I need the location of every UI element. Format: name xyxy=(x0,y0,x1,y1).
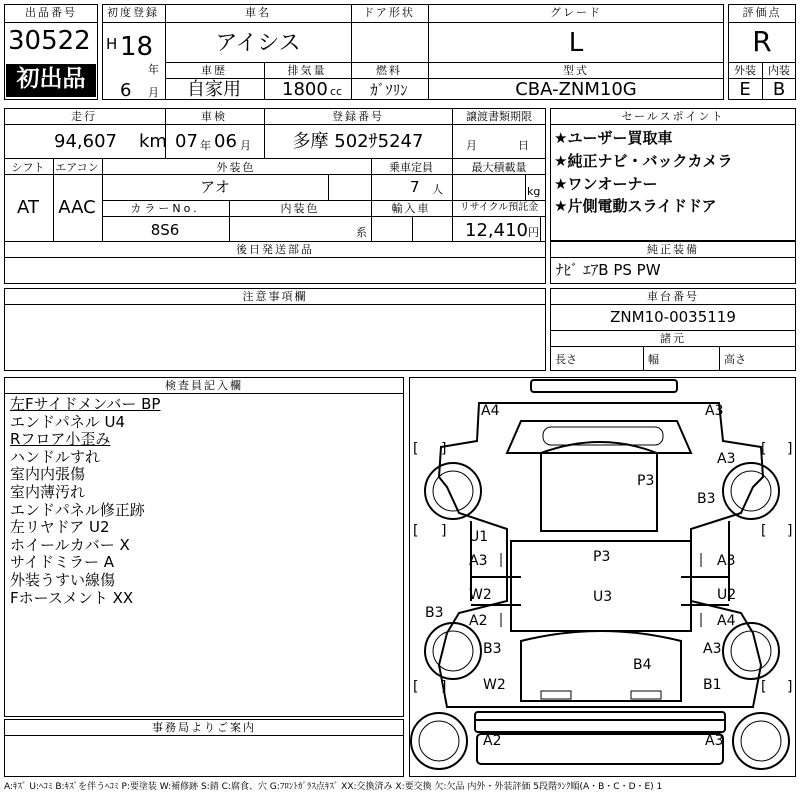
equipment-label: 純正装備 xyxy=(647,243,699,256)
divider xyxy=(4,22,98,23)
inspector-note: エンドパネル修正跡 xyxy=(10,500,145,519)
legend: A:ｷｽﾞ U:ﾍｺﾐ B:ｷｽﾞを伴うﾍｺﾐ P:要塗装 W:補修跡 S:錆 C:腐食、穴 G:ﾌﾛﾝﾄｶﾞﾗｽ点ｷｽﾞ XX:交換済み X:要交換 欠:欠品 内外・外装評価 5段階ﾗﾝｸ順(A・B・C・D・E) 1 xyxy=(4,782,663,792)
inspector-label: 検査員記入欄 xyxy=(165,379,243,392)
inspector-note: 外装うすい線傷 xyxy=(10,570,116,589)
damage-mark: A2 xyxy=(469,613,488,629)
damage-mark: U1 xyxy=(469,529,489,545)
damage-mark: A4 xyxy=(717,613,736,629)
capacity-value: 7 xyxy=(410,178,420,196)
front-bumper xyxy=(531,380,677,392)
inspector-note: サイドミラー A xyxy=(10,553,114,572)
chassis-label: 車台番号 xyxy=(647,290,699,303)
height-label: 高さ xyxy=(724,353,746,366)
inspection-label: 車検 xyxy=(201,110,227,123)
capacity-label: 乗車定員 xyxy=(389,161,433,174)
inspector-note: Rフロア小歪み xyxy=(10,430,111,449)
history-value: 自家用 xyxy=(187,79,241,100)
transfer-label: 譲渡書類期限 xyxy=(466,110,532,123)
damage-mark: P3 xyxy=(593,549,611,565)
mileage-value: 94,607 xyxy=(54,131,117,152)
bracket: ] xyxy=(787,679,793,695)
mileage-unit: km xyxy=(139,131,167,152)
color-no-label: カラーNo. xyxy=(130,202,200,215)
tailgate xyxy=(477,734,723,764)
bracket: ] xyxy=(441,523,447,539)
score-value: R xyxy=(752,25,772,58)
damage-mark: P3 xyxy=(637,473,655,489)
office-label: 事務局よりご案内 xyxy=(152,721,256,734)
damage-mark: W2 xyxy=(469,587,492,603)
damage-mark: B3 xyxy=(697,491,716,507)
plate-value: 多摩 502ｻ5247 xyxy=(292,131,424,152)
sales-points-label: セールスポイント xyxy=(621,110,725,123)
inspector-notes xyxy=(10,396,160,607)
damage-mark: A3 xyxy=(717,451,736,467)
exterior-grade: E xyxy=(739,79,751,100)
damage-mark: W2 xyxy=(483,677,506,693)
interior-label: 内装 xyxy=(768,64,790,77)
inspector-note: 左リヤドア U2 xyxy=(10,518,110,537)
damage-mark: A3 xyxy=(717,553,736,569)
bracket: [ xyxy=(413,523,419,539)
first-reg-month: 6 xyxy=(120,80,132,101)
equipment-value: ﾅﾋﾞ ｴｱB PS PW xyxy=(556,261,661,279)
interior-color-unit: 系 xyxy=(356,226,367,239)
displacement-value: 1800 xyxy=(282,79,328,100)
damage-mark: A2 xyxy=(483,733,502,749)
bracket: [ xyxy=(413,441,419,457)
door-label: ドア形状 xyxy=(363,6,415,19)
color-value: アオ xyxy=(200,178,230,196)
inspector-note: 室内内張傷 xyxy=(10,465,86,484)
rear-bumper xyxy=(475,712,725,732)
grade-value: L xyxy=(568,28,584,58)
shift-value: AT xyxy=(17,197,39,218)
exterior-label: 外装 xyxy=(734,64,756,77)
import-label: 輸入車 xyxy=(391,202,431,215)
inspection-year: 07 xyxy=(175,131,198,152)
mileage-label: 走行 xyxy=(71,110,97,123)
recycle-value: 12,410 xyxy=(465,220,528,241)
transfer-day-unit: 日 xyxy=(518,139,529,152)
capacity-unit: 人 xyxy=(432,183,443,196)
sales-point: ★ワンオーナー xyxy=(554,175,658,193)
plate-label: 登録番号 xyxy=(332,110,384,123)
load-unit: kg xyxy=(527,185,541,198)
bracket: ] xyxy=(441,679,447,695)
inspector-note: ハンドルすれ xyxy=(10,447,101,466)
month-unit: 月 xyxy=(148,86,159,99)
damage-mark: B3 xyxy=(483,641,502,657)
interior-grade: B xyxy=(772,79,786,100)
inspection-month: 06 xyxy=(214,131,237,152)
damage-mark: U3 xyxy=(593,589,613,605)
interior-color-label: 内装色 xyxy=(280,202,320,215)
ac-value: AAC xyxy=(58,197,96,218)
ac-label: エアコン xyxy=(55,161,99,174)
chassis-value: ZNM10-0035119 xyxy=(610,308,736,326)
model-label: 型式 xyxy=(563,64,589,77)
parts-label: 後日発送部品 xyxy=(236,243,314,256)
recycle-label: リサイクル預託金 xyxy=(459,202,539,213)
model-value: CBA-ZNM10G xyxy=(515,79,637,100)
bracket: ] xyxy=(441,441,447,457)
bracket: [ xyxy=(761,441,767,457)
car-diagram xyxy=(410,378,795,776)
color-no-value: 8S6 xyxy=(150,221,180,239)
damage-mark: B3 xyxy=(425,605,444,621)
bracket: ] xyxy=(787,523,793,539)
lot-number: 30522 xyxy=(8,26,91,56)
damage-mark: B1 xyxy=(703,677,722,693)
bracket: [ xyxy=(413,679,419,695)
sales-point: ★片側電動スライドドア xyxy=(554,197,717,215)
year-unit: 年 xyxy=(148,63,159,76)
car-name-label: 車名 xyxy=(245,6,271,19)
bracket: [ xyxy=(761,679,767,695)
shift-label: シフト xyxy=(11,161,45,174)
damage-mark: A3 xyxy=(469,553,488,569)
lot-number-label: 出品番号 xyxy=(25,6,77,19)
length-label: 長さ xyxy=(555,353,577,366)
inspection-year-unit: 年 xyxy=(200,139,211,152)
inspector-note: ホイールカバー X xyxy=(10,535,130,554)
first-reg-label: 初度登録 xyxy=(107,6,159,19)
fuel-label: 燃料 xyxy=(376,64,402,77)
damage-mark: A4 xyxy=(481,403,500,419)
history-label: 車歴 xyxy=(201,64,227,77)
color-label: 外装色 xyxy=(216,161,256,174)
damage-mark: A3 xyxy=(705,733,724,749)
sales-point: ★ユーザー買取車 xyxy=(554,129,673,147)
sales-point: ★純正ナビ・バックカメラ xyxy=(554,152,733,170)
car-name: アイシス xyxy=(215,31,301,56)
inspection-month-unit: 月 xyxy=(240,139,251,152)
inspector-note: 室内薄汚れ xyxy=(10,482,86,501)
specs-label: 諸元 xyxy=(660,332,686,345)
damage-mark: B4 xyxy=(633,657,652,673)
fuel-value: ｶﾞｿﾘﾝ xyxy=(370,81,408,99)
bracket: ] xyxy=(787,441,793,457)
car-diagram-box xyxy=(409,377,796,777)
width-label: 幅 xyxy=(648,353,659,366)
recycle-unit: 円 xyxy=(528,226,539,239)
score-label: 評価点 xyxy=(742,6,782,19)
era: H xyxy=(106,35,118,53)
first-listing-text: 初出品 xyxy=(16,66,86,92)
damage-mark: U2 xyxy=(717,587,737,603)
bracket: [ xyxy=(761,523,767,539)
inspector-note: 左Fサイドメンバー BP xyxy=(10,395,161,413)
load-label: 最大積載量 xyxy=(471,161,527,174)
displacement-label: 排気量 xyxy=(287,64,327,77)
inspector-note: Fホースメント XX xyxy=(10,588,134,607)
damage-mark: A3 xyxy=(703,641,722,657)
inspector-note: エンドパネル U4 xyxy=(10,412,125,431)
damage-mark: A3 xyxy=(705,403,724,419)
grade-label: グレード xyxy=(550,6,602,19)
transfer-month-unit: 月 xyxy=(466,139,477,152)
displacement-unit: cc xyxy=(330,85,343,98)
first-reg-year: 18 xyxy=(120,32,154,62)
notes-label: 注意事項欄 xyxy=(242,290,308,303)
